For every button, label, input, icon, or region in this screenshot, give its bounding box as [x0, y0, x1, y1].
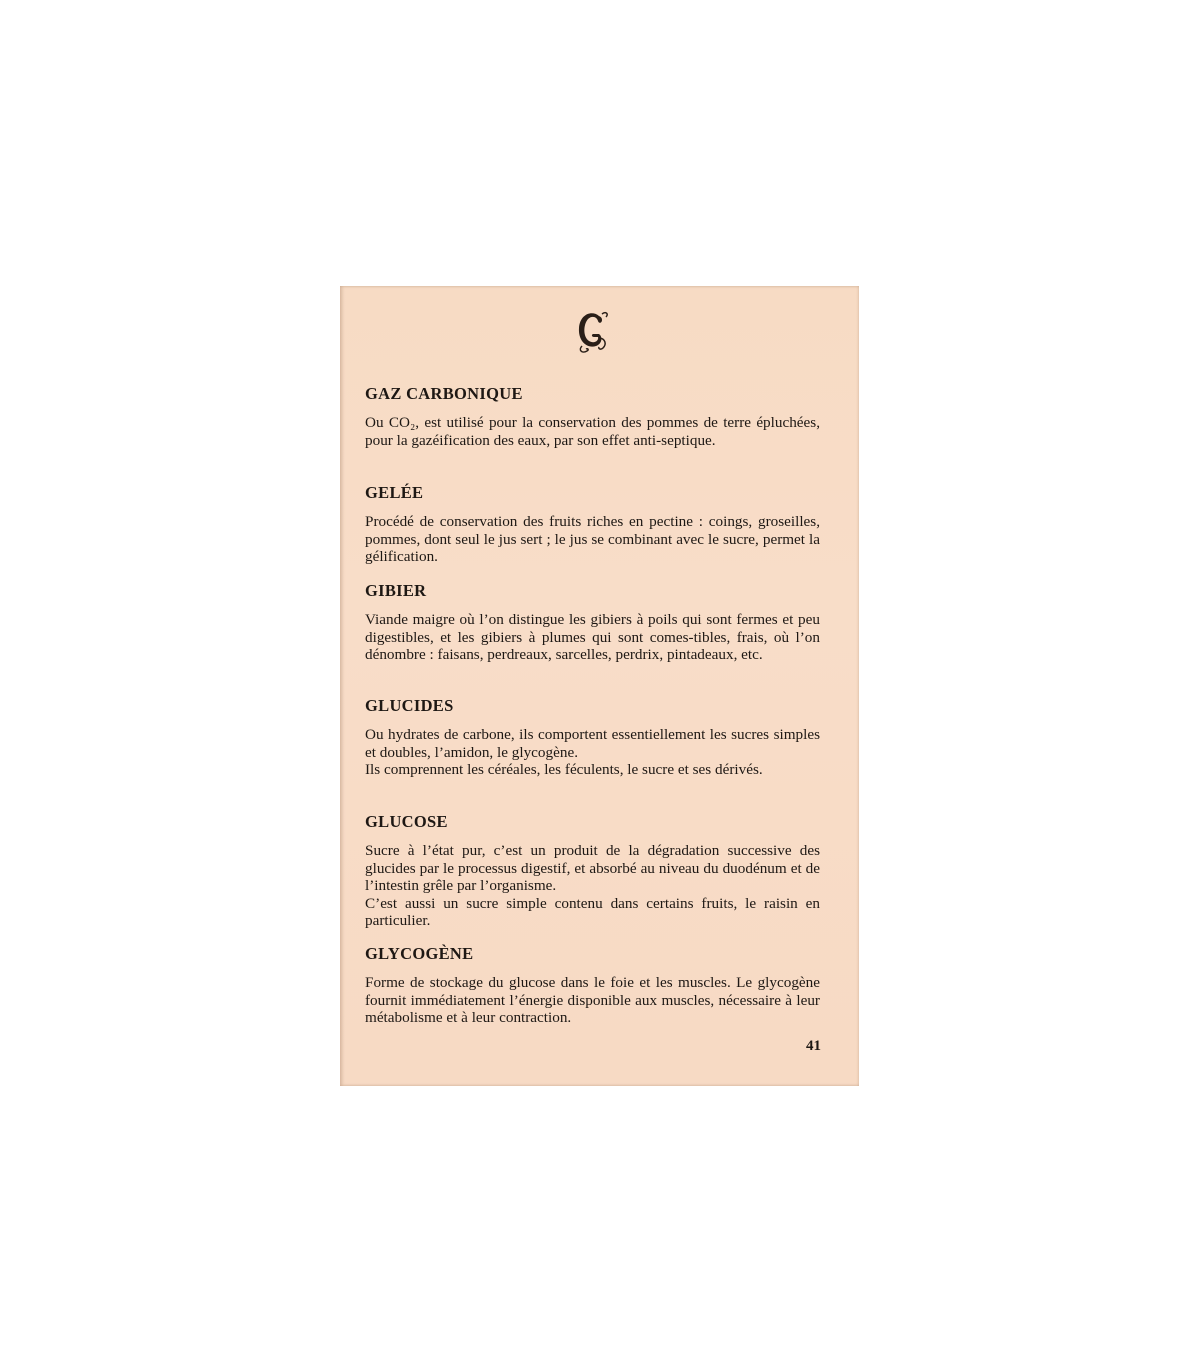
entry-term: GLUCOSE — [365, 812, 448, 831]
definition-paragraph: Ils comprennent les céréales, les féculents, le sucre et ses dérivés. — [365, 761, 763, 778]
entry-definition — [365, 414, 820, 449]
definition-paragraph: C’est aussi un sucre simple contenu dans certains fruits, le raisin en particulier. — [365, 894, 820, 929]
definition-paragraph: Sucre à l’état pur, c’est un produit de la dégradation successive des glucides par le processus digestif, et absorbé au niveau du duodénum et de l’intestin grêle par l’organisme. — [365, 842, 820, 894]
definition-paragraph: Procédé de conservation des fruits riches en pectine : coings, groseilles, pommes, dont seul le jus sert ; le jus se combinant avec le sucre, permet la gélification. — [365, 513, 820, 565]
entry-glucides — [365, 696, 820, 779]
entry-term: GAZ CARBONIQUE — [365, 384, 523, 403]
definition-paragraph: Ou CO₂, est utilisé pour la conservation des pommes de terre épluchées, pour la gazéification des eaux, par son effet anti-septique. — [365, 414, 820, 449]
entry-definition — [365, 842, 820, 930]
entry-gaz-carbonique — [365, 384, 820, 449]
entry-glycogene — [365, 944, 820, 1027]
page-number: 41 — [806, 1038, 821, 1054]
definition-paragraph: Forme de stockage du glucose dans le foie et les muscles. Le glycogène fournit immédiatement l’énergie disponible aux muscles, nécessaire à leur métabolisme et à leur contraction. — [365, 974, 820, 1026]
entry-gibier — [365, 581, 820, 664]
entry-definition — [365, 611, 820, 664]
definition-paragraph: Viande maigre où l’on distingue les gibiers à poils qui sont fermes et peu digestibles, et les gibiers à plumes qui sont comes-tibles, frais, où l’on dénombre : faisans, perdreaux, sarcelles, perdrix, pintadeaux, etc. — [365, 611, 820, 663]
entry-term: GLUCIDES — [365, 696, 454, 715]
entry-term: GELÉE — [365, 483, 424, 502]
entry-definition — [365, 726, 820, 779]
entry-definition — [365, 974, 820, 1027]
entry-glucose — [365, 812, 820, 930]
book-page — [340, 286, 859, 1086]
entry-gelee — [365, 483, 820, 566]
entry-term: GLYCOGÈNE — [365, 944, 474, 963]
definition-paragraph: Ou hydrates de carbone, ils comportent essentiellement les sucres simples et doubles, l’amidon, le glycogène. — [365, 726, 820, 761]
ornamental-letter-g-icon — [572, 308, 612, 356]
entry-definition — [365, 513, 820, 566]
entry-term: GIBIER — [365, 581, 427, 600]
